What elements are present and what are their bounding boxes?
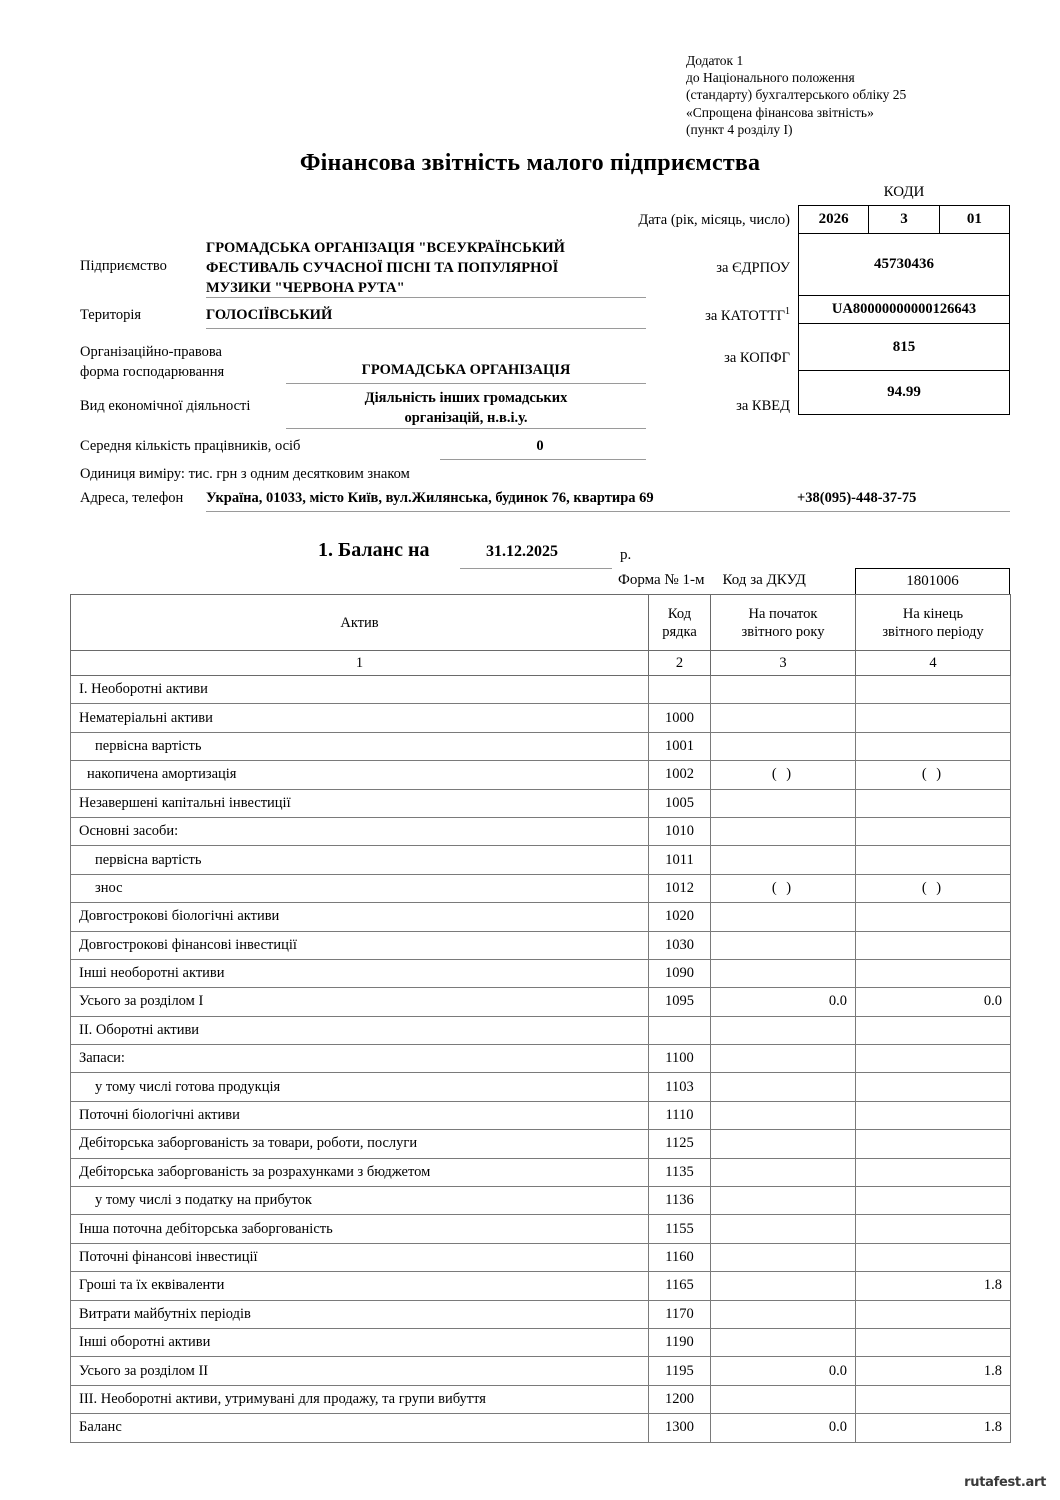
row-label: у тому числі готова продукція: [71, 1073, 649, 1101]
row-code: [649, 676, 711, 704]
row-value-end: [856, 1243, 1011, 1271]
row-value-end: [856, 1300, 1011, 1328]
address-value: Україна, 01033, місто Київ, вул.Жилянська, будинок 76, квартира 69: [206, 490, 654, 506]
form-dkud-line: [618, 572, 806, 589]
legal-form-label-line1: Організаційно-правова: [80, 344, 222, 360]
table-row: [71, 1300, 1011, 1328]
row-label: первісна вартість: [71, 732, 649, 760]
row-code: 1300: [649, 1414, 711, 1442]
dkud-value-box: 1801006: [855, 568, 1010, 594]
row-label: Витрати майбутніх періодів: [71, 1300, 649, 1328]
row-code: 1170: [649, 1300, 711, 1328]
row-label: Баланс: [71, 1414, 649, 1442]
row-label: Основні засоби:: [71, 817, 649, 845]
row-value-end: 1.8: [856, 1272, 1011, 1300]
enterprise-name-line: ФЕСТИВАЛЬ СУЧАСНОЇ ПІСНІ ТА ПОПУЛЯРНОЇ: [206, 260, 559, 276]
enterprise-name-line: МУЗИКИ "ЧЕРВОНА РУТА": [206, 280, 405, 296]
row-label: Поточні фінансові інвестиції: [71, 1243, 649, 1271]
row-code: 1090: [649, 959, 711, 987]
row-label: у тому числі з податку на прибуток: [71, 1187, 649, 1215]
row-value-end: [856, 1045, 1011, 1073]
activity-label: Вид економічної діяльності: [80, 398, 251, 414]
katottg-caption: [600, 306, 790, 325]
appendix-line: Додаток 1: [686, 53, 744, 68]
row-code: 1020: [649, 903, 711, 931]
row-code: 1103: [649, 1073, 711, 1101]
row-value-begin: [711, 1187, 856, 1215]
row-value-end: [856, 676, 1011, 704]
table-row: [71, 761, 1011, 789]
table-row: [71, 789, 1011, 817]
table-row: [71, 704, 1011, 732]
row-value-begin: [711, 1385, 856, 1413]
katottg-footnote-marker: 1: [785, 306, 790, 317]
row-value-begin: [711, 1045, 856, 1073]
appendix-reference-block: [686, 52, 906, 138]
row-value-begin: [711, 1073, 856, 1101]
row-label: Інші оборотні активи: [71, 1328, 649, 1356]
col-num-3: 3: [711, 651, 856, 676]
address-label: Адреса, телефон: [80, 490, 184, 506]
dkud-label: Код за ДКУД: [722, 572, 806, 588]
header-begin-period: [711, 595, 856, 651]
header-end-line1: На кінець: [902, 605, 964, 622]
table-row: [71, 1158, 1011, 1186]
row-code: 1190: [649, 1328, 711, 1356]
page-title: Фінансова звітність малого підприємства: [299, 150, 761, 176]
row-value-begin: [711, 676, 856, 704]
row-label: Незавершені капітальні інвестиції: [71, 789, 649, 817]
employees-rule: [440, 459, 646, 460]
table-row: [71, 1016, 1011, 1044]
codes-header-label: КОДИ: [883, 184, 925, 200]
table-row: [71, 1243, 1011, 1271]
row-label: Поточні біологічні активи: [71, 1101, 649, 1129]
table-header-row: [71, 595, 1011, 651]
activity-value-line: організацій, н.в.і.у.: [404, 410, 528, 426]
edrpou-caption: за ЄДРПОУ: [716, 260, 790, 276]
row-value-begin: 0.0: [711, 1414, 856, 1442]
table-row: [71, 1357, 1011, 1385]
table-row: [71, 732, 1011, 760]
table-row: [71, 1328, 1011, 1356]
row-value-end: [856, 846, 1011, 874]
row-value-begin: [711, 1016, 856, 1044]
table-row: [71, 874, 1011, 902]
row-value-begin: ( ): [711, 761, 856, 789]
table-row: [71, 1215, 1011, 1243]
row-value-end: [856, 1016, 1011, 1044]
row-value-begin: 0.0: [711, 988, 856, 1016]
row-value-end: 1.8: [856, 1357, 1011, 1385]
row-label: Запаси:: [71, 1045, 649, 1073]
row-value-end: 1.8: [856, 1414, 1011, 1442]
row-label: первісна вартість: [71, 846, 649, 874]
employees-value: 0: [536, 438, 544, 454]
row-value-end: [856, 789, 1011, 817]
row-value-begin: [711, 1215, 856, 1243]
table-row: [71, 1187, 1011, 1215]
header-code-line2: рядка: [662, 623, 697, 640]
balance-table-body: [71, 676, 1011, 1443]
activity-rule: [286, 428, 646, 429]
row-label: Дебіторська заборгованість за товари, роботи, послуги: [71, 1130, 649, 1158]
header-code-line1: Код: [667, 605, 692, 622]
enterprise-name-line: ГРОМАДСЬКА ОРГАНІЗАЦІЯ "ВСЕУКРАЇНСЬКИЙ: [206, 240, 565, 256]
appendix-line: (стандарту) бухгалтерського обліку 25: [686, 87, 907, 103]
territory-value: ГОЛОСІЇВСЬКИЙ: [206, 307, 333, 323]
row-value-end: [856, 704, 1011, 732]
row-value-end: [856, 903, 1011, 931]
katottg-caption-text: за КАТОТТГ: [705, 307, 785, 324]
row-value-begin: [711, 817, 856, 845]
row-value-end: ( ): [856, 874, 1011, 902]
legal-form-rule: [286, 383, 646, 384]
row-label: Нематеріальні активи: [71, 704, 649, 732]
row-code: 1002: [649, 761, 711, 789]
row-value-begin: [711, 846, 856, 874]
enterprise-rule: [206, 297, 646, 298]
legal-form-label-line2: форма господарювання: [80, 364, 225, 380]
row-code: 1012: [649, 874, 711, 902]
row-code: 1135: [649, 1158, 711, 1186]
code-date-year: 2026: [799, 206, 869, 233]
row-value-begin: [711, 1328, 856, 1356]
appendix-line: «Спрощена фінансова звітність»: [686, 104, 874, 120]
appendix-line: до Національного положення: [686, 70, 855, 86]
row-value-begin: [711, 903, 856, 931]
balance-table: [70, 594, 1011, 1443]
row-label: Довгострокові фінансові інвестиції: [71, 931, 649, 959]
row-code: 1100: [649, 1045, 711, 1073]
row-label: Усього за розділом I: [71, 988, 649, 1016]
balance-year-suffix: р.: [620, 547, 632, 563]
header-code: [649, 595, 711, 651]
row-code: 1125: [649, 1130, 711, 1158]
row-value-begin: [711, 1243, 856, 1271]
activity-value-line: Діяльність інших громадських: [364, 390, 568, 406]
table-row: [71, 846, 1011, 874]
kopfg-caption: за КОПФГ: [724, 350, 790, 366]
table-row: [71, 676, 1011, 704]
balance-date-rule: [460, 568, 612, 569]
row-value-end: [856, 1101, 1011, 1129]
row-value-end: [856, 1328, 1011, 1356]
balance-date-value: 31.12.2025: [486, 543, 558, 560]
balance-table-header: [71, 595, 1011, 676]
row-value-end: [856, 1385, 1011, 1413]
row-value-end: 0.0: [856, 988, 1011, 1016]
table-row: [71, 1073, 1011, 1101]
phone-value: +38(095)-448-37-75: [797, 490, 917, 506]
row-value-begin: [711, 1300, 856, 1328]
row-label: Гроші та їх еквіваленти: [71, 1272, 649, 1300]
row-label: Довгострокові біологічні активи: [71, 903, 649, 931]
kved-caption: за КВЕД: [736, 398, 790, 414]
site-watermark: rutafest.art: [964, 1475, 1046, 1490]
territory-label: Територія: [80, 307, 142, 323]
table-column-number-row: [71, 651, 1011, 676]
header-begin-line2: звітного року: [741, 623, 825, 640]
row-value-end: [856, 1215, 1011, 1243]
codes-date-row: [799, 206, 1009, 234]
row-value-end: [856, 732, 1011, 760]
activity-value: [286, 388, 646, 428]
row-code: 1005: [649, 789, 711, 817]
row-value-end: ( ): [856, 761, 1011, 789]
unit-of-measure-label: Одиниця виміру: тис. грн з одним десятковим знаком: [80, 466, 410, 482]
code-date-day: 01: [966, 211, 982, 227]
table-row: [71, 1045, 1011, 1073]
row-value-end: [856, 1130, 1011, 1158]
row-value-end: [856, 1187, 1011, 1215]
row-label: II. Оборотні активи: [71, 1016, 649, 1044]
col-num-4: 4: [856, 651, 1011, 676]
header-asset: Актив: [71, 595, 649, 651]
table-row: [71, 959, 1011, 987]
date-caption: Дата (рік, місяць, число): [638, 212, 790, 228]
table-row: [71, 1272, 1011, 1300]
col-num-2: 2: [649, 651, 711, 676]
row-value-end: [856, 1073, 1011, 1101]
row-code: 1010: [649, 817, 711, 845]
row-value-begin: [711, 1101, 856, 1129]
row-code: 1200: [649, 1385, 711, 1413]
row-label: знос: [71, 874, 649, 902]
row-code: 1011: [649, 846, 711, 874]
row-code: 1160: [649, 1243, 711, 1271]
codes-box: [798, 205, 1010, 415]
row-value-begin: [711, 732, 856, 760]
table-row: [71, 1101, 1011, 1129]
code-kved-value: 94.99: [799, 371, 1009, 415]
row-code: 1110: [649, 1101, 711, 1129]
row-value-begin: ( ): [711, 874, 856, 902]
row-value-end: [856, 959, 1011, 987]
header-end-period: [856, 595, 1011, 651]
code-katottg-value: UA80000000000126643: [799, 296, 1009, 324]
row-value-begin: 0.0: [711, 1357, 856, 1385]
row-code: 1000: [649, 704, 711, 732]
row-code: 1095: [649, 988, 711, 1016]
table-row: [71, 1385, 1011, 1413]
row-label: Інша поточна дебіторська заборгованість: [71, 1215, 649, 1243]
row-label: Усього за розділом II: [71, 1357, 649, 1385]
row-value-end: [856, 817, 1011, 845]
row-value-begin: [711, 704, 856, 732]
row-code: 1001: [649, 732, 711, 760]
row-code: 1155: [649, 1215, 711, 1243]
employees-label: Середня кількість працівників, осіб: [80, 438, 301, 454]
table-row: [71, 988, 1011, 1016]
appendix-line: (пункт 4 розділу I): [686, 121, 793, 137]
row-label: III. Необоротні активи, утримувані для продажу, та групи вибуття: [71, 1385, 649, 1413]
row-value-begin: [711, 789, 856, 817]
table-row: [71, 817, 1011, 845]
row-label: I. Необоротні активи: [71, 676, 649, 704]
row-code: 1195: [649, 1357, 711, 1385]
balance-section-heading: 1. Баланс на: [318, 539, 430, 561]
code-date-month: 3: [869, 206, 939, 233]
address-rule: [206, 511, 1010, 512]
row-value-begin: [711, 1272, 856, 1300]
row-value-end: [856, 1158, 1011, 1186]
row-label: Інші необоротні активи: [71, 959, 649, 987]
table-row: [71, 903, 1011, 931]
row-label: Дебіторська заборгованість за розрахунками з бюджетом: [71, 1158, 649, 1186]
row-code: 1030: [649, 931, 711, 959]
row-code: 1165: [649, 1272, 711, 1300]
row-code: [649, 1016, 711, 1044]
table-row: [71, 1414, 1011, 1442]
enterprise-name: [206, 238, 646, 298]
row-value-begin: [711, 1130, 856, 1158]
form-number-label: Форма № 1-м: [618, 572, 705, 588]
header-begin-line1: На початок: [748, 605, 818, 622]
row-code: 1136: [649, 1187, 711, 1215]
enterprise-label: Підприємство: [80, 258, 167, 274]
table-row: [71, 931, 1011, 959]
code-kopfg-value: 815: [799, 324, 1009, 371]
col-num-1: 1: [71, 651, 649, 676]
row-value-begin: [711, 931, 856, 959]
code-edrpou-value: 45730436: [799, 234, 1009, 296]
header-end-line2: звітного періоду: [882, 623, 984, 640]
row-label: накопичена амортизація: [71, 761, 649, 789]
row-value-begin: [711, 959, 856, 987]
territory-rule: [206, 328, 646, 329]
row-value-end: [856, 931, 1011, 959]
row-value-begin: [711, 1158, 856, 1186]
legal-form-value: ГРОМАДСЬКА ОРГАНІЗАЦІЯ: [361, 362, 571, 378]
table-row: [71, 1130, 1011, 1158]
